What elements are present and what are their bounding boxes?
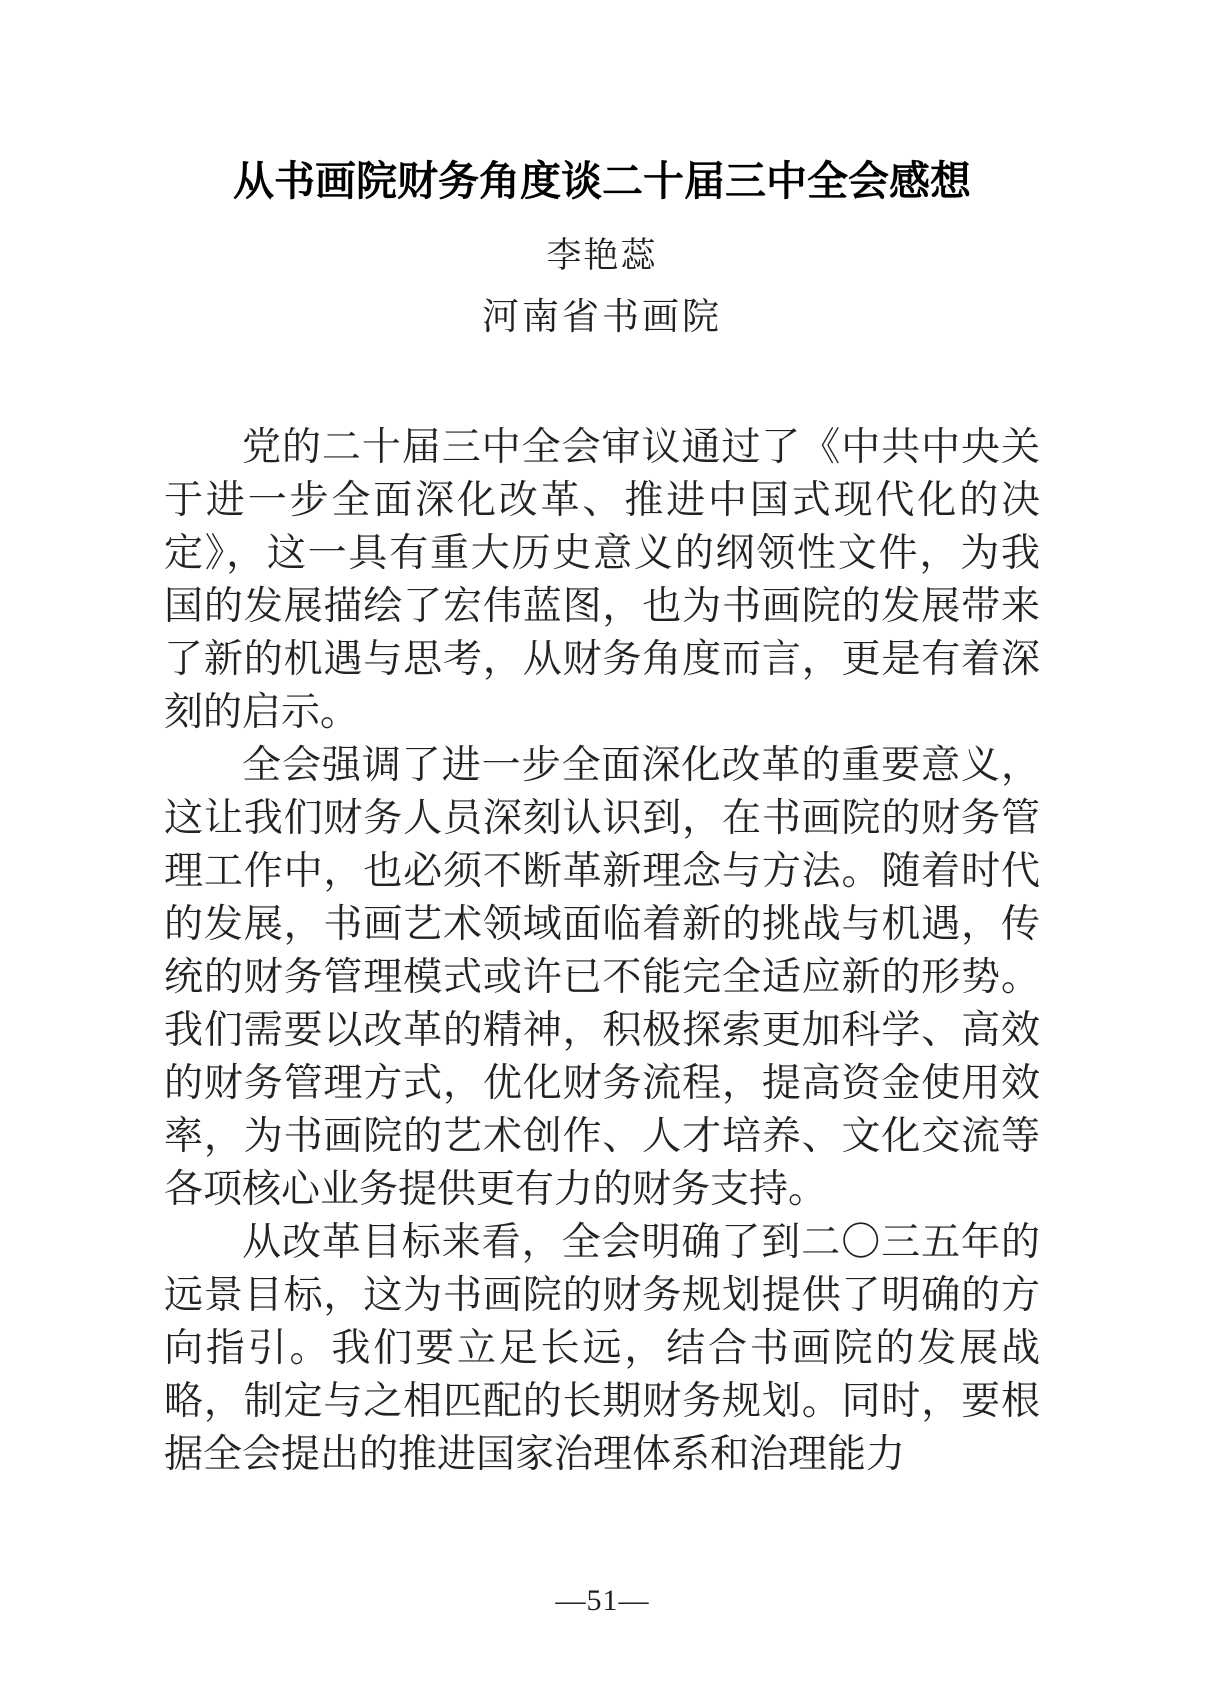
document-title: 从书画院财务角度谈二十届三中全会感想 <box>233 158 971 204</box>
author-name: 李艳蕊 <box>546 236 658 275</box>
document-body <box>164 421 1040 1481</box>
paragraph-2: 全会强调了进一步全面深化改革的重要意义，这让我们财务人员深刻认识到，在书画院的财务管理工作中，也必须不断革新理念与方法。随着时代的发展，书画艺术领域面临着新的挑战与机遇，传统的财务管理模式或许已不能完全适应新的形势。我们需要以改革的精神，积极探索更加科学、高效的财务管理方式，优化财务流程，提高资金使用效率，为书画院的艺术创作、人才培养、文化交流等各项核心业务提供更有力的财务支持。 <box>164 744 1040 1211</box>
paragraph-1: 党的二十届三中全会审议通过了《中共中央关于进一步全面深化改革、推进中国式现代化的决定》，这一具有重大历史意义的纲领性文件，为我国的发展描绘了宏伟蓝图，也为书画院的发展带来了新的机遇与思考，从财务角度而言，更是有着深刻的启示。 <box>164 426 1040 734</box>
page-number: —51— <box>555 1584 650 1617</box>
paragraph-3: 从改革目标来看，全会明确了到二〇三五年的远景目标，这为书画院的财务规划提供了明确的方向指引。我们要立足长远，结合书画院的发展战略，制定与之相匹配的长期财务规划。同时，要根据全会提出的推进国家治理体系和治理能力 <box>164 1221 1040 1476</box>
author-affiliation: 河南省书画院 <box>482 297 722 338</box>
